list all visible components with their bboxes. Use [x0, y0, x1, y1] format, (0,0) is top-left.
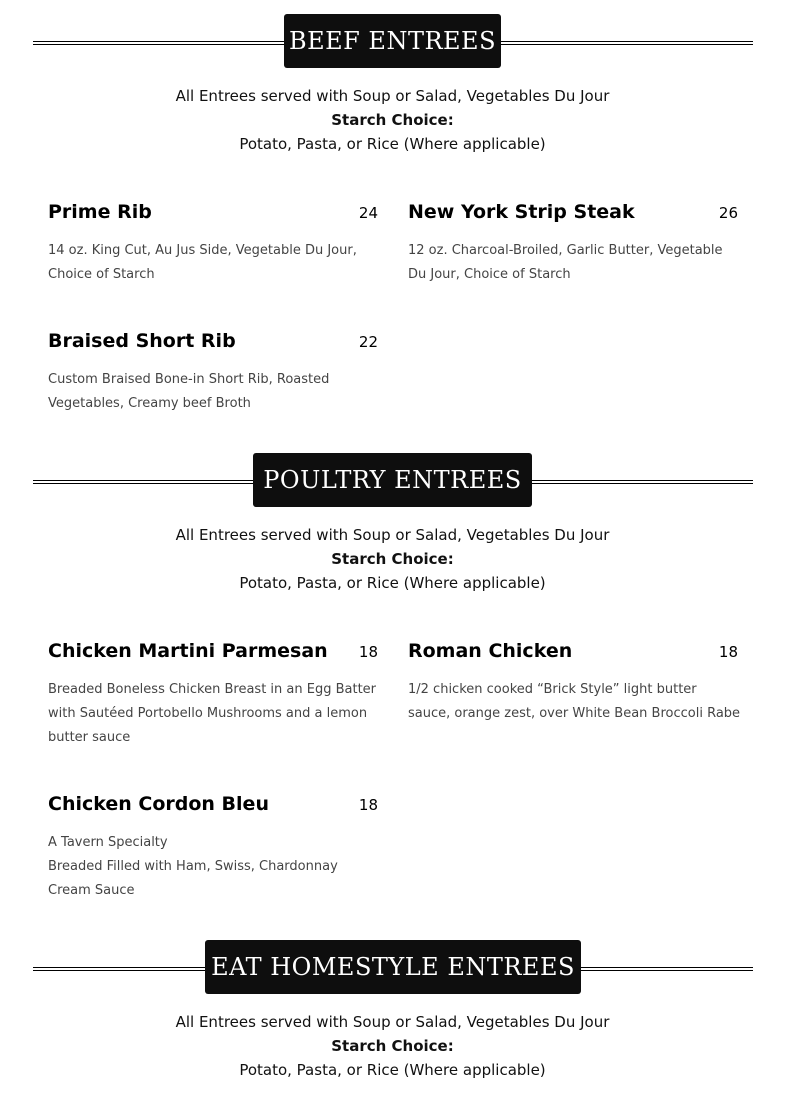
beef-entrees-section — [0, 14, 785, 156]
intro-line: All Entrees served with Soup or Salad, Vegetables Du Jour — [175, 526, 610, 544]
item-description-line: Breaded Filled with Ham, Swiss, Chardonnay Cream Sauce — [48, 859, 338, 898]
item-name: Roman Chicken — [408, 640, 573, 662]
item-description — [48, 831, 383, 903]
intro-line: All Entrees served with Soup or Salad, Vegetables Du Jour — [175, 87, 610, 105]
item-price: 18 — [358, 643, 378, 661]
intro-line: All Entrees served with Soup or Salad, Vegetables Du Jour — [175, 1013, 610, 1031]
item-name: Chicken Cordon Bleu — [48, 793, 269, 815]
starch-choice-label: Starch Choice: — [331, 111, 454, 129]
item-price: 26 — [718, 204, 738, 222]
item-description: 14 oz. King Cut, Au Jus Side, Vegetable Du Jour, Choice of Starch — [48, 243, 357, 282]
starch-choice-label: Starch Choice: — [331, 550, 454, 568]
section-header — [0, 940, 785, 996]
intro-line: Potato, Pasta, or Rice (Where applicable) — [239, 135, 546, 153]
item-name: Prime Rib — [48, 201, 152, 223]
section-header — [0, 14, 785, 70]
item-description: Custom Braised Bone-in Short Rib, Roasted Vegetables, Creamy beef Broth — [48, 372, 330, 411]
section-intro — [0, 1010, 785, 1082]
homestyle-entrees-section — [0, 940, 785, 1082]
section-title: BEEF ENTREES — [284, 14, 501, 68]
intro-line: Potato, Pasta, or Rice (Where applicable) — [239, 1061, 546, 1079]
item-price: 22 — [358, 333, 378, 351]
intro-line: Potato, Pasta, or Rice (Where applicable) — [239, 574, 546, 592]
item-description: Breaded Boneless Chicken Breast in an Egg Batter with Sautéed Portobello Mushrooms and a lemon butter sauce — [48, 682, 377, 745]
item-price: 18 — [358, 796, 378, 814]
item-description: 1/2 chicken cooked “Brick Style” light butter sauce, orange zest, over White Bean Broccoli Rabe — [408, 682, 741, 721]
item-description: 12 oz. Charcoal-Broiled, Garlic Butter, Vegetable Du Jour, Choice of Starch — [408, 243, 723, 282]
section-intro — [0, 523, 785, 595]
item-name: Chicken Martini Parmesan — [48, 640, 328, 662]
item-name: Braised Short Rib — [48, 330, 236, 352]
starch-choice-label: Starch Choice: — [331, 1037, 454, 1055]
poultry-entrees-section — [0, 453, 785, 595]
item-description-line: A Tavern Specialty — [48, 835, 168, 850]
item-price: 18 — [718, 643, 738, 661]
section-header — [0, 453, 785, 509]
item-price: 24 — [358, 204, 378, 222]
item-name: New York Strip Steak — [408, 201, 635, 223]
section-intro — [0, 84, 785, 156]
section-title: POULTRY ENTREES — [253, 453, 532, 507]
section-title: EAT HOMESTYLE ENTREES — [205, 940, 581, 994]
